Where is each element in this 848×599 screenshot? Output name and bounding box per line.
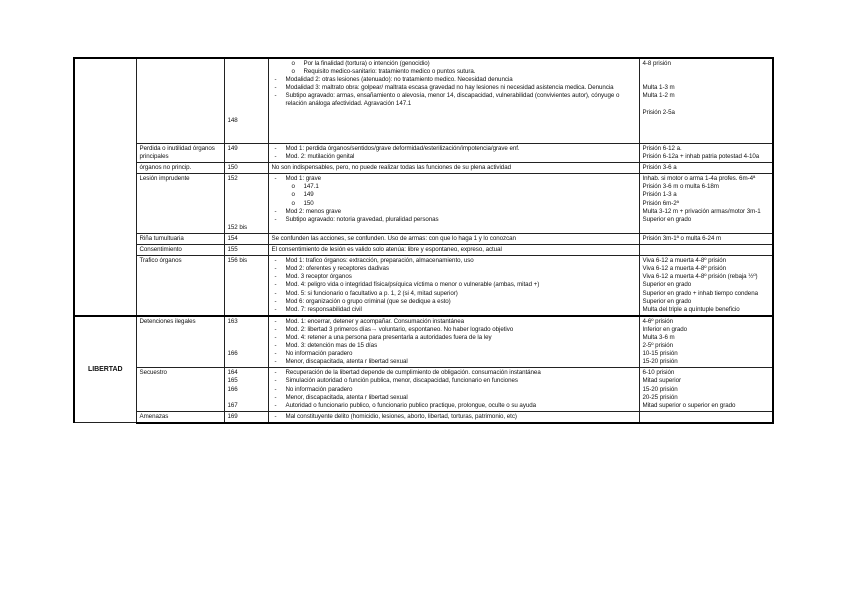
description-cell: Se confunden las acciones, se confunden. Uso de armas: con que lo haga 1 y lo conozcan [268,233,639,244]
crimes-table [73,57,774,424]
table-row [74,174,773,234]
description-cell [268,316,639,368]
table-row [74,233,773,244]
list-item: - Mod. 2: libertad 3 primeros días→ voluntario, espontaneo. No haber logrado objetivo [272,326,636,334]
penalty-cell [639,245,773,256]
description-cell: El consentimiento de lesión es valido solo atenúa: libre y espontaneo, expreso, actual [268,245,639,256]
list-item: o Por la finalidad (tortura) o intención (genocidio) [272,60,636,68]
penalty-cell: Inhab. si motor o arma 1-4a profes. 6m-4ª Prisión 3-6 m o multa 6-18m Prisión 1-3 a Prisión 6m-2ª Multa 3-12 m + privación armas/motor 3m-1 Superior en grado [639,174,773,234]
list-item: - Modalidad 3: maltrato obra: golpear/ maltrata escasa gravedad no hay lesiones ni necesidad asistencia medica. Denuncia [272,84,636,92]
list-item: - Subtipo agravado: armas, ensañamiento o alevosía, menor 14, discapacidad, vulnerabilidad (convivientes autor), cónyuge o relación análoga afectividad. Agravación 147.1 [272,92,636,108]
list-item: - Mod. 5: si funcionario o facultativo a p. 1, 2 (si 4, mitad superior) [272,290,636,298]
article-cell: 156 bis [224,256,268,316]
list-item: - Menor, discapacitada, atenta r libertad sexual [272,358,636,366]
penalty-cell: Prisión 6-12 a. Prisión 6-12a + inhab patria potestad 4-10a [639,144,773,163]
list-item: - No información paradero [272,350,636,358]
article-cell: 169 [224,411,268,423]
penalty-cell [639,58,773,144]
crime-name-cell: Detenciones ilegales [136,316,224,368]
article-number: 148 [227,116,238,124]
description-cell [268,174,639,234]
table-row [74,368,773,411]
crime-name-cell: órganos no princip. [136,163,224,174]
crime-name-cell: Perdida o inutilidad órganos principales [136,144,224,163]
list-item: - Autoridad o funcionario publico, o funcionario publico practique, prolongue, oculte o su ayuda [272,402,636,410]
list-item: - Mod. 3: detención mas de 15 días [272,342,636,350]
table-row [74,245,773,256]
list-item: - Mod 6: organización o grupo criminal (que se dedique a esto) [272,298,636,306]
list-item: - Recuperación de la libertad depende de cumplimiento de obligación. consumación instantánea [272,369,636,377]
article-cell: 164 165 166 167 [224,368,268,411]
penalty-item: 4-8 prisión [642,60,671,67]
penalty-cell: 6-10 prisión Mitad superior 15-20 prisión 20-25 prisión Mitad superior o superior en grado [639,368,773,411]
table-row [74,411,773,423]
crime-name-cell: Amenazas [136,411,224,423]
crime-name-cell: Secuestro [136,368,224,411]
article-cell: 163 166 [224,316,268,368]
penalty-item: Prisión 2-5a [642,108,675,116]
list-item: - Mod. 3 receptor órganos [272,273,636,281]
article-cell: 154 [224,233,268,244]
list-item: - Menor, discapacitada, atenta r libertad sexual [272,394,636,402]
list-item: - Mod. 4: peligro vida o integridad física/psíquica víctima o menor o vulnerable (ambas, mitad +) [272,281,636,289]
crime-name-cell [136,58,224,144]
list-item: - No información paradero [272,386,636,394]
penalty-cell: Prisión 3-6 a [639,163,773,174]
penalty-cell: Viva 6-12 a muerta 4-8º prisión Viva 6-12 a muerta 4-8º prisión Viva 6-12 a muerta 4-8º prisión (rebaja ½º) Superior en grado Superior en grado + inhab tiempo condena Superior en grado Multa del triple a quíntuple beneficio [639,256,773,316]
section-cell [74,58,136,316]
table-row [74,256,773,316]
description-cell [268,368,639,411]
list-item: o 150 [272,200,636,208]
list-item: - Mod. 2: mutilación genital [272,153,636,161]
list-item: - Mal constituyente delito (homicidio, lesiones, aborto, libertad, torturas, patrimonio, etc) [272,413,636,421]
article-cell [224,58,268,144]
description-cell [268,411,639,423]
article-cell: 150 [224,163,268,174]
list-item: - Mod. 1: encerrar, detener y acompañar. Consumación instantánea [272,318,636,326]
list-item: - Mod 1: trafico órganos: extracción, preparación, almacenamiento, uso [272,257,636,265]
list-item: o 147.1 [272,183,636,191]
article-cell: 152 152 bis [224,174,268,234]
list-item: - Subtipo agravado: notoria gravedad, pluralidad personas [272,216,636,224]
description-cell [268,58,639,144]
list-item: - Mod. 7: responsabilidad civil [272,306,636,314]
description-cell [268,256,639,316]
list-item: - Mod 2: menos grave [272,208,636,216]
penalty-cell: 4-6º prisión Inferior en grado Multa 3-6 m 2-5º prisión 10-15 prisión 15-20 prisión [639,316,773,368]
table-row [74,144,773,163]
description-cell: No son indispensables, pero, no puede realizar todas las funciones de su plena actividad [268,163,639,174]
crime-name-cell: Lesión imprudente [136,174,224,234]
penalty-item: Multa 1-2 m [642,92,675,100]
table-row [74,316,773,368]
crime-name-cell: Consentimiento [136,245,224,256]
list-item: - Simulación autoridad o función publica, menor, discapacidad, funcionario en funciones [272,377,636,385]
description-cell [268,144,639,163]
document-page [73,57,772,424]
penalty-cell: Prisión 3m-1ª o multa 6-24 m [639,233,773,244]
crime-name-cell: Trafico órganos [136,256,224,316]
list-item: - Mod. 4: retener a una persona para presentarla a autoridades fuera de la ley [272,334,636,342]
list-item: - Mod 1: grave [272,175,636,183]
article-cell: 155 [224,245,268,256]
crime-name-cell: Riña tumultuaria [136,233,224,244]
penalty-cell [639,411,773,423]
list-item: - Mod 2: oferentes y receptores dadivas [272,265,636,273]
penalty-item: Multa 1-3 m [642,84,675,92]
list-item: o 149 [272,191,636,199]
article-cell: 149 [224,144,268,163]
section-label: LIBERTAD [74,316,136,423]
list-item: - Mod 1: perdida órganos/sentidos/grave deformidad/esterilización/impotencia/grave enf. [272,145,636,153]
table-row [74,163,773,174]
list-item: o Requisito medico-sanitario: tratamiento medico o puntos sutura. [272,68,636,76]
table-row [74,58,773,144]
list-item: - Modalidad 2: otras lesiones (atenuado): no tratamiento medico. Necesidad denuncia [272,76,636,84]
